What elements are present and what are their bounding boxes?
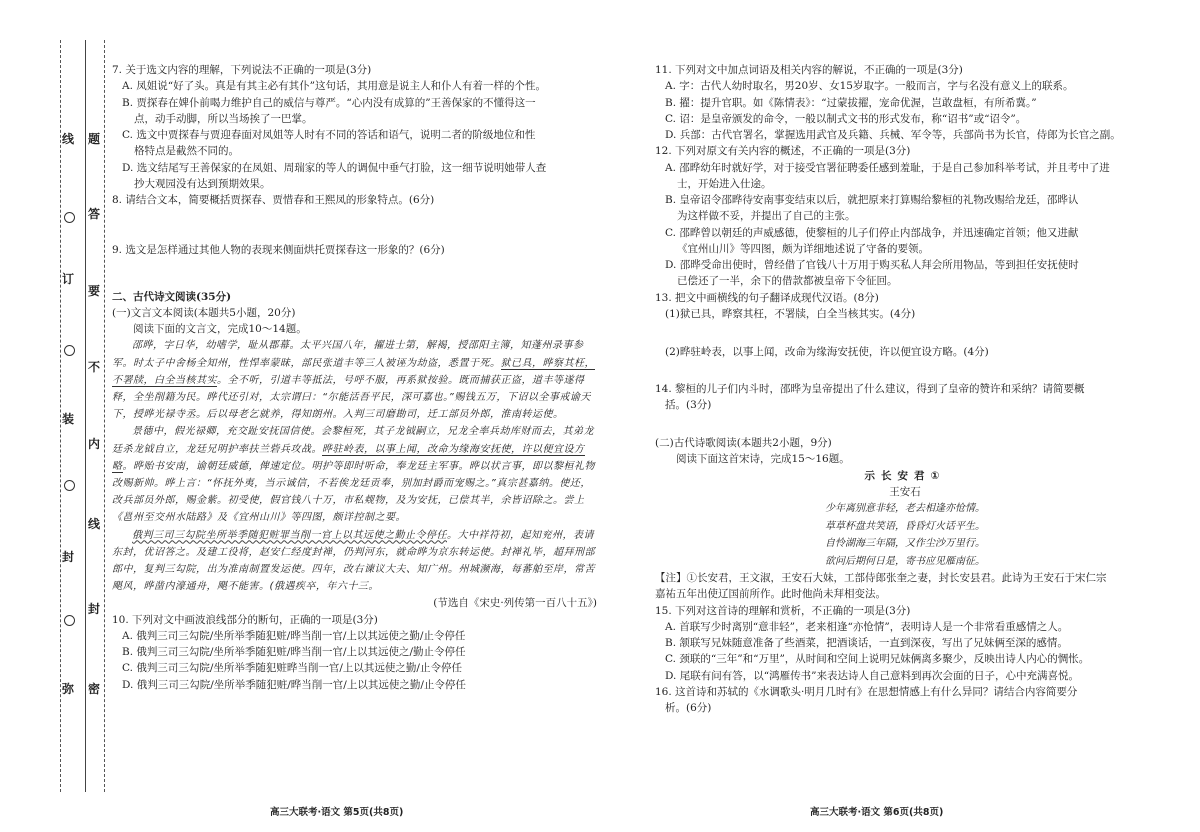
binding-char: 内 [88,437,101,451]
q7-option-d-cont: 抄大观园没有达到预期效果。 [134,177,271,190]
q7-stem: 7. 关于选文内容的理解，下列说法不正确的一项是(3分) [112,64,372,76]
q9: 9. 选文是怎样通过其他人物的表现来侧面烘托贾探春这一形象的？(6分) [112,244,445,257]
binding-char: 封 [62,550,75,564]
q12-option-c: C. 邵晔曾以朝廷的声威感德，使黎桓的儿子们停止内部战争，并迅速确定首领；他又进献 [665,226,1079,239]
q7-option-b: B. 贾探春在婢仆前喝力维护自己的威信与尊严。“心内没有成算的”王善保家的不懂得这一 [122,96,536,109]
binding-circle [64,480,75,491]
page-6-footer: 高三大联考·语文 第6页(共8页) [810,807,944,818]
q10-option-a: A. 俄判三司三勾院/坐所举季随犯赃/晔当削一官/上以其远使之勤/止令停任 [122,629,466,642]
q11-option-c: C. 诏：是皇帝颁发的命令，一般以制式文书的形式发布，称“诏书”或“诏令”。 [665,112,1027,125]
binding-circle [64,615,75,626]
q15-option-d: D. 尾联有问有答，以“鸿雁传书”来表达诗人自己意料到再次会面的日子，心中充满喜悦。 [665,669,1079,682]
underlined-sentence-1: 狱已具，晔察其枉，不署牍，白全当核其实 [112,357,595,386]
binding-char: 答 [88,207,101,221]
q12-option-a-cont: 士，开始进入仕途。 [677,177,772,190]
binding-char: 要 [88,284,101,298]
q16: 16. 这首诗和苏轼的《水调歌头·明月几时有》在思想情感上有什么异同？请结合内容简要分 [655,685,1078,698]
binding-circle [64,212,75,223]
passage-paragraph-2: 景德中，假光禄卿，充交趾安抚国信使。会黎桓死，其子龙钺嗣立，兄龙全率兵劫库财而去，其弟龙廷杀龙钺自立，龙廷兄明护率扶兰砦兵攻战。晔驻岭表，以事上闻，改命为缘海安抚使，许以便宜设方略。晔贻书安南，谕朝廷威德，俾速定位。明护等即时听命，奉龙廷主军事。晔以状言事，即以黎桓礼物改赐新帅。晔上言：“怀抚外夷，当示诚信，不若俟龙廷贡奉，别加封爵而宠赐之。”真宗甚嘉纳。使还，改兵部员外郎，赐金紫。初受使，假官钱八十万，市私觌物，及为安抚，已偿其半，余皆诏除之。尝上《邕州至交州水陆路》及《宜州山川》等四图，颇详控制之要。 [112,426,595,524]
binding-char: 线 [62,132,75,146]
q7-option-c: C. 选文中贾探春与贾迎春面对凤姐等人时有不同的答话和语气，说明二者的阶级地位和性 [122,129,536,142]
q14: 14. 黎桓的儿子们内斗时，邵晔为皇帝提出了什么建议，得到了皇帝的赞许和采纳？请简要概 [655,382,1085,395]
q12-stem: 12. 下列对原文有关内容的概述，不正确的一项是(3分) [655,145,911,158]
binding-char: 弥 [62,682,75,696]
q12-option-b-cont: 为这样做不妥，并提出了自己的主张。 [677,210,856,223]
poem-instruction: 阅读下面这首宋诗，完成15～16题。 [676,453,850,466]
binding-char: 题 [88,132,101,146]
page-6 [655,62,1155,717]
binding-char: 装 [62,412,75,426]
q14-cont: 括。(3分) [665,398,712,411]
passage-paragraph-1: 邵晔，字日华，幼嗜学，耻从郡幕。太平兴国八年，擢进士第，解褐，授邵阳主簿，知蓬州录事参军。时太子中舍杨全知州，性悍率蒙昧，部民张道丰等三人被诬为劫盗，悉置于死。狱已具，晔察其枉，不署牍，白全当核其实。全不听，引道丰等抵法，号呼不服，再系狱按验。既而捕获正盗，道丰等遂得释，全坐削籍为民。晔代还引对，太宗谓曰：“尔能活吾平民，深可嘉也。”赐钱五万，下诏以全事戒谕天下，授晔光禄寺丞。后以母老乞就养，得知朗州。入判三司磨勘司，迁工部员外郎，淮南转运使。 [112,340,595,421]
q13-sentence-1: (1)狱已具，晔察其枉，不署牍，白全当核其实。(4分) [665,307,916,320]
q11-option-d: D. 兵部：古代官署名，掌握选用武官及兵籍、兵械、军令等，兵部尚书为长官，侍郎为长官之副。 [665,129,1121,142]
q10-option-c: C. 俄判三司三勾院/坐所举季随犯赃晔当削一官/上以其远使之勤/止令停任 [122,662,462,675]
q13-stem: 13. 把文中画横线的句子翻译成现代汉语。(8分) [655,291,879,304]
poem-note: 【注】①长安君，王文淑，王安石大妹，工部侍郎张奎之妻，封长安县君。此诗为王安石于宋仁宗 [655,572,1107,585]
poem-line: 少年离别意非轻，老去相逢亦怆情。 [825,503,985,515]
section-2-heading: 二、古代诗文阅读(35分) [112,290,232,303]
binding-circle [64,345,75,356]
binding-char: 不 [88,360,101,374]
q10-stem: 10. 下列对文中画波浪线部分的断句，正确的一项是(3分) [112,613,378,626]
q11-option-a: A. 字：古代人幼时取名，男20岁、女15岁取字。一般而言，字与名没有意义上的联系。 [665,80,1074,93]
q10-option-b: B. 俄判三司三勾院/坐所举季随犯赃/晔当削一官/上以其远使之/勤止令停任 [122,646,466,659]
q11-option-b: B. 擢：提升官职。如《陈情表》：“过蒙拔擢，宠命优渥，岂敢盘桓，有所希冀。” [665,96,1037,109]
q12-option-d-cont: 已偿还了一半，余下的借款都被皇帝下令征回。 [677,275,898,288]
q12-option-d: D. 邵晔受命出使时，曾经借了官钱八十万用于购买私人拜会所用物品，等到担任安抚使时 [665,259,1079,272]
q7-option-c-cont: 格特点是截然不同的。 [134,145,239,158]
q15-option-a: A. 首联写少时离别“意非轻”，老来相逢“亦怆情”，表明诗人是一个非常看重感情之人。 [665,620,1069,633]
q12-option-b: B. 皇帝诏令邵晔待安南事变结束以后，就把原来打算赐给黎桓的礼物改赐给龙廷，邵晔认 [665,194,1079,207]
q8: 8. 请结合文本，简要概括贾探春、贾惜春和王熙凤的形象特点。(6分) [112,194,435,207]
cut-line-edge [104,40,105,792]
poem-line: 欲问后期何日是，寄书应见雁南征。 [825,555,985,567]
underlined-sentence-2: 晔驻岭表，以事上闻，改命为缘海安抚使，许以便宜设方略 [112,443,585,472]
page-5-footer: 高三大联考·语文 第5页(共8页) [270,807,404,818]
poem-author: 王安石 [889,485,921,498]
q13-sentence-2: (2)晔驻岭表，以事上闻，改命为缘海安抚使，许以便宜设方略。(4分) [665,346,989,359]
poem-line: 草草杯盘共笑语，昏昏灯火话平生。 [825,520,985,532]
q12-option-a: A. 邵晔幼年时就好学，对于接受官署征聘委任感到羞耻，于是自己参加科举考试，并且考中了进 [665,161,1110,174]
cut-line-inner [85,40,86,792]
subsection-1-heading: (一)文言文本阅读(本题共5小题，20分) [112,306,296,319]
reading-instruction: 阅读下面的文言文，完成10～14题。 [133,323,307,336]
binding-char: 线 [88,517,101,531]
q7-option-d: D. 选文结尾写王善保家的在凤姐、周瑞家的等人的调侃中垂气打脸，这一细节说明她带人查 [122,161,547,174]
poem-title: 示长安君① [864,469,946,482]
q10-option-d: D. 俄判三司三勾院/坐所举季随犯赃/晔当削一官/上以其远使之勤/止令停任 [122,678,466,691]
q7-option-b-cont: 点，动手动脚，所以当场挨了一巴掌。 [134,112,313,125]
poem-note-cont: 嘉祐五年出使辽国前所作。此时他尚未拜相变法。 [655,588,886,601]
q15-stem: 15. 下列对这首诗的理解和赏析，不正确的一项是(3分) [655,604,911,617]
q16-cont: 析。(6分) [665,702,712,715]
q15-option-b: B. 颔联写兄妹随意准备了些酒菜，把酒谈话，一直到深夜，写出了兄妹俩至深的感情。 [665,637,1068,650]
binding-margin [0,0,105,832]
q11-stem: 11. 下列对文中加点词语及相关内容的解说，不正确的一项是(3分) [655,64,963,76]
subsection-2-heading: (二)古代诗歌阅读(本题共2小题，9分) [655,437,832,450]
cut-line-outer [60,40,61,792]
q7-option-a: A. 凤姐说“好了头。真是有其主必有其仆”这句话，其用意是说主人和仆人有着一样的个性。 [122,80,546,93]
passage-source: (节选自《宋史·列传第一百八十五》) [433,597,597,610]
passage-paragraph-3: 俄判三司三勾院坐所举季随犯赃罪当削一官上以其远使之勤止令停任。大中祥符初，起知兖州，表请东封，优诏答之。及建工役将，赵安仁经度封禅，仍判河东，就命晔为京东转运使。封禅礼毕，超拜刑部郎中，复判三勾院，出为准南制置发运使。四年，改右谏议大夫、知广州。州城濒海，每蕃舶至岸，常苦飓风，晔凿内濠通舟，飓不能害。(俄遇疾卒，年六十三。 [112,529,595,593]
wavy-underlined-sentence: 俄判三司三勾院坐所举季随犯赃罪当削一官上以其远使之勤止令停任 [132,529,447,541]
poem-line: 自怜湖海三年隔，又作尘沙万里行。 [825,538,985,550]
q12-option-c-cont: 《宜州山川》等四图，颇为详细地述说了守备的要领。 [677,242,929,255]
binding-char: 订 [62,272,75,286]
binding-char: 密 [88,682,101,696]
binding-char: 封 [88,602,101,616]
q15-option-c: C. 颈联的“三年”和“万里”，从时间和空间上说明兄妹俩离多聚少，反映出诗人内心的惆怅。 [665,653,1090,666]
page-5 [112,62,597,693]
